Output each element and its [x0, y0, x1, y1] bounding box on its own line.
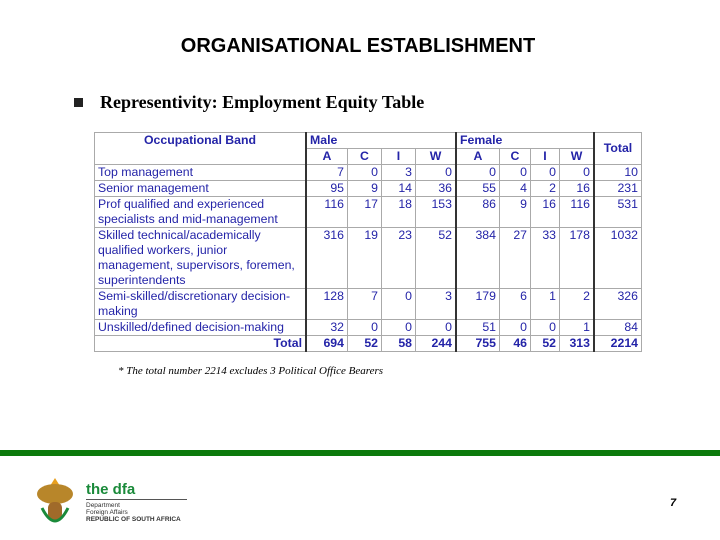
value-cell: 52 [416, 228, 457, 289]
slide-title: ORGANISATIONAL ESTABLISHMENT [180, 35, 536, 57]
band-cell: Unskilled/defined decision-making [95, 320, 307, 336]
total-row [95, 336, 642, 352]
value-cell: 1032 [594, 228, 642, 289]
table-row [95, 320, 642, 336]
dept-line-1: Department [86, 502, 120, 509]
header-male: Male [306, 133, 456, 149]
footer-bar [0, 450, 720, 456]
value-cell: 0 [531, 320, 560, 336]
page-number: 7 [670, 497, 677, 509]
value-cell: 0 [500, 320, 531, 336]
value-cell: 0 [348, 165, 382, 181]
value-cell: 36 [416, 181, 457, 197]
dept-text [86, 502, 181, 523]
value-cell: 3 [416, 289, 457, 320]
value-cell: 2 [560, 289, 595, 320]
header-female-w: W [560, 149, 595, 165]
value-cell: 9 [348, 181, 382, 197]
value-cell: 17 [348, 197, 382, 228]
value-cell: 0 [416, 320, 457, 336]
total-label: Total [95, 336, 307, 352]
band-cell: Prof qualified and experienced specialists and mid-management [95, 197, 307, 228]
header-male-a: A [306, 149, 348, 165]
band-cell: Semi-skilled/discretionary decision-making [95, 289, 307, 320]
value-cell: 32 [306, 320, 348, 336]
value-cell: 128 [306, 289, 348, 320]
value-cell: 84 [594, 320, 642, 336]
value-cell: 153 [416, 197, 457, 228]
band-cell: Skilled technical/academically qualified workers, junior management, supervisors, foremen, superintendents [95, 228, 307, 289]
value-cell: 23 [382, 228, 416, 289]
value-cell: 0 [456, 165, 500, 181]
value-cell: 33 [531, 228, 560, 289]
value-cell: 86 [456, 197, 500, 228]
value-cell: 4 [500, 181, 531, 197]
value-cell: 51 [456, 320, 500, 336]
value-cell: 116 [306, 197, 348, 228]
value-cell: 326 [594, 289, 642, 320]
table-row [95, 228, 642, 289]
header-total: Total [594, 133, 642, 165]
total-cell: 46 [500, 336, 531, 352]
value-cell: 0 [500, 165, 531, 181]
header-band: Occupational Band [95, 133, 307, 165]
coat-of-arms-logo [34, 474, 76, 530]
header-female-a: A [456, 149, 500, 165]
value-cell: 178 [560, 228, 595, 289]
value-cell: 0 [348, 320, 382, 336]
table-row [95, 181, 642, 197]
total-cell: 694 [306, 336, 348, 352]
value-cell: 16 [560, 181, 595, 197]
value-cell: 1 [531, 289, 560, 320]
header-male-i: I [382, 149, 416, 165]
value-cell: 2 [531, 181, 560, 197]
footnote: * The total number 2214 excludes 3 Political Office Bearers [118, 365, 384, 377]
value-cell: 95 [306, 181, 348, 197]
value-cell: 3 [382, 165, 416, 181]
total-cell: 313 [560, 336, 595, 352]
value-cell: 9 [500, 197, 531, 228]
value-cell: 231 [594, 181, 642, 197]
header-male-w: W [416, 149, 457, 165]
value-cell: 27 [500, 228, 531, 289]
value-cell: 179 [456, 289, 500, 320]
bullet-icon [74, 98, 83, 107]
value-cell: 0 [382, 320, 416, 336]
total-cell: 244 [416, 336, 457, 352]
value-cell: 55 [456, 181, 500, 197]
value-cell: 0 [560, 165, 595, 181]
equity-table [94, 132, 642, 352]
total-cell: 52 [531, 336, 560, 352]
value-cell: 19 [348, 228, 382, 289]
dept-line-2: Foreign Affairs [86, 509, 128, 516]
header-male-c: C [348, 149, 382, 165]
header-female-i: I [531, 149, 560, 165]
total-cell: 755 [456, 336, 500, 352]
value-cell: 10 [594, 165, 642, 181]
value-cell: 0 [382, 289, 416, 320]
value-cell: 16 [531, 197, 560, 228]
value-cell: 14 [382, 181, 416, 197]
total-cell: 2214 [594, 336, 642, 352]
band-cell: Top management [95, 165, 307, 181]
value-cell: 0 [531, 165, 560, 181]
table-row [95, 165, 642, 181]
value-cell: 116 [560, 197, 595, 228]
value-cell: 531 [594, 197, 642, 228]
header-female-c: C [500, 149, 531, 165]
slide-subtitle: Representivity: Employment Equity Table [100, 92, 425, 112]
value-cell: 384 [456, 228, 500, 289]
table-row [95, 197, 642, 228]
dfa-logo-text: the dfa [86, 481, 136, 498]
total-cell: 58 [382, 336, 416, 352]
total-cell: 52 [348, 336, 382, 352]
value-cell: 316 [306, 228, 348, 289]
value-cell: 6 [500, 289, 531, 320]
value-cell: 7 [306, 165, 348, 181]
value-cell: 7 [348, 289, 382, 320]
header-female: Female [456, 133, 594, 149]
value-cell: 18 [382, 197, 416, 228]
dept-line-3: REPUBLIC OF SOUTH AFRICA [86, 516, 181, 523]
logo-divider [86, 499, 187, 500]
value-cell: 1 [560, 320, 595, 336]
band-cell: Senior management [95, 181, 307, 197]
table-row [95, 289, 642, 320]
value-cell: 0 [416, 165, 457, 181]
